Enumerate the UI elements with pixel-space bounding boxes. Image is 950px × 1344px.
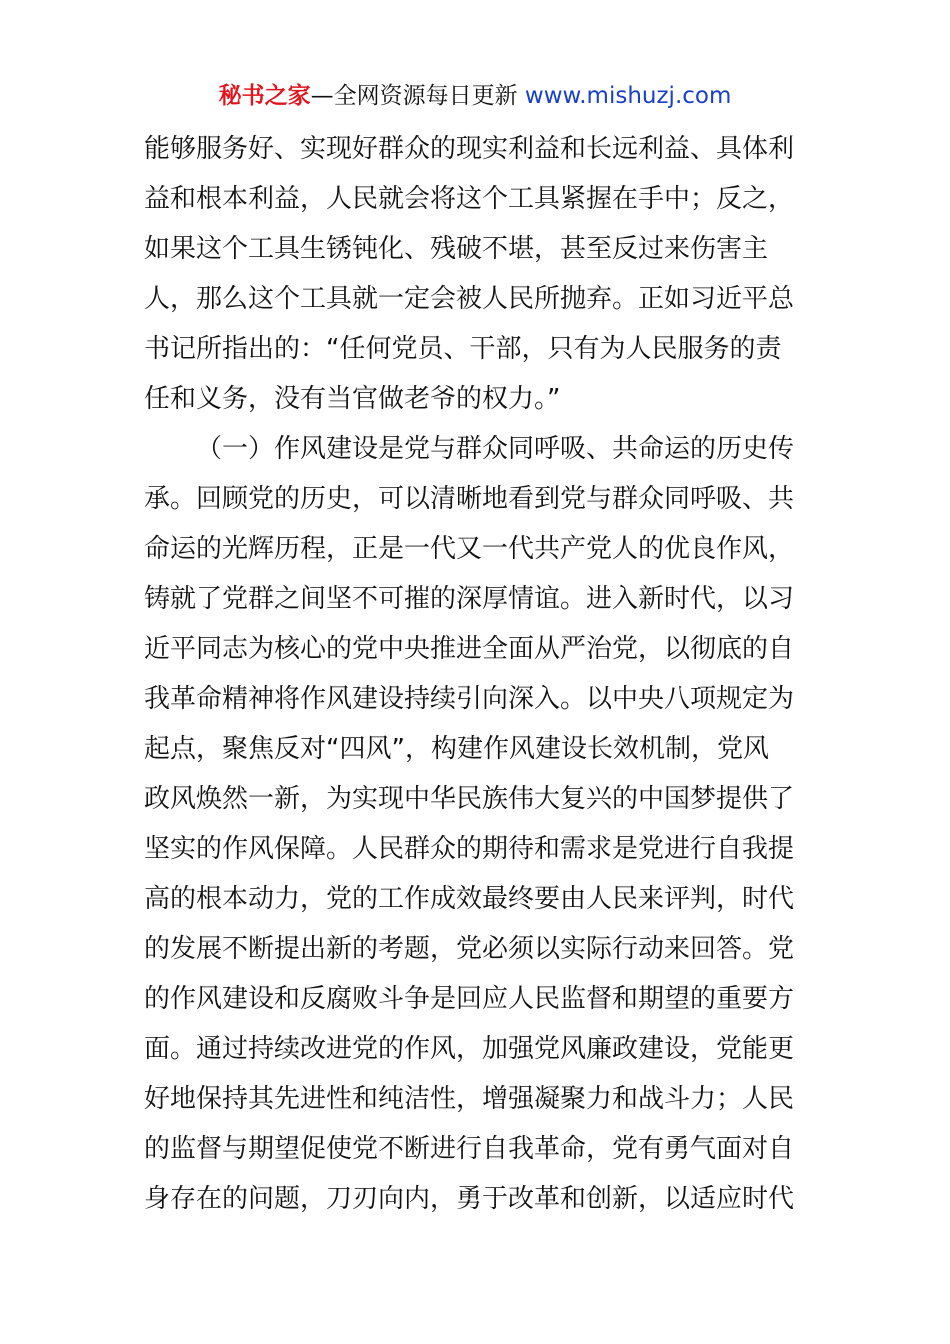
text-line: 近平同志为核心的党中央推进全面从严治党，以彻底的自 <box>144 634 795 664</box>
text-line: 的作风建设和反腐败斗争是回应人民监督和期望的重要方 <box>144 984 795 1014</box>
text-line: 的发展不断提出新的考题，党必须以实际行动来回答。党 <box>144 934 795 964</box>
text-line: 益和根本利益，人民就会将这个工具紧握在手中；反之， <box>144 184 795 214</box>
text-line: 能够服务好、实现好群众的现实利益和长远利益、具体利 <box>144 134 795 164</box>
text-line: 政风焕然一新，为实现中华民族伟大复兴的中国梦提供了 <box>144 784 795 814</box>
document-body <box>144 124 808 1224</box>
text-line: 承。回顾党的历史，可以清晰地看到党与群众同呼吸、共 <box>144 484 795 514</box>
text-line: 铸就了党群之间坚不可摧的深厚情谊。进入新时代，以习 <box>144 584 795 614</box>
text-line: 的监督与期望促使党不断进行自我革命，党有勇气面对自 <box>144 1134 795 1164</box>
section-heading-line: （一）作风建设是党与群众同呼吸、共命运的历史传 <box>196 434 795 464</box>
text-line: 高的根本动力，党的工作成效最终要由人民来评判，时代 <box>144 884 795 914</box>
text-line: 身存在的问题，刀刃向内，勇于改革和创新，以适应时代 <box>144 1184 795 1214</box>
text-line: 坚实的作风保障。人民群众的期待和需求是党进行自我提 <box>144 834 795 864</box>
text-line: 命运的光辉历程，正是一代又一代共产党人的优良作风， <box>144 534 795 564</box>
text-line: 任和义务，没有当官做老爷的权力。” <box>144 384 561 414</box>
site-tagline: —全网资源每日更新 <box>310 83 518 109</box>
site-url-link[interactable]: www.mishuzj.com <box>524 83 732 109</box>
text-line: 人，那么这个工具就一定会被人民所抛弃。正如习近平总 <box>144 284 795 314</box>
text-line: 书记所指出的：“任何党员、干部，只有为人民服务的责 <box>144 334 782 364</box>
site-brand: 秘书之家 <box>218 83 311 109</box>
text-line: 我革命精神将作风建设持续引向深入。以中央八项规定为 <box>144 684 795 714</box>
site-header <box>0 80 950 112</box>
text-line: 如果这个工具生锈钝化、残破不堪，甚至反过来伤害主 <box>144 234 769 264</box>
text-line: 面。通过持续改进党的作风，加强党风廉政建设，党能更 <box>144 1034 795 1064</box>
text-line: 好地保持其先进性和纯洁性，增强凝聚力和战斗力；人民 <box>144 1084 795 1114</box>
text-line: 起点，聚焦反对“四风”，构建作风建设长效机制，党风 <box>144 734 769 764</box>
